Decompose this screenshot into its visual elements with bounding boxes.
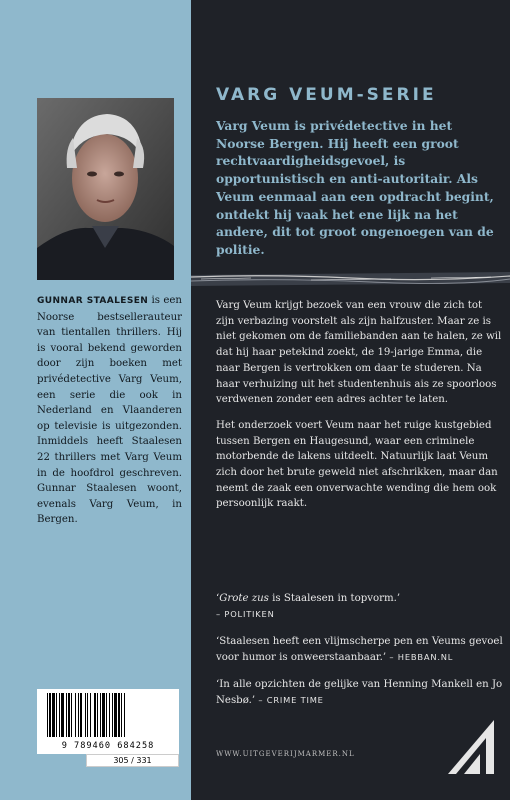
barcode-bar (106, 693, 107, 737)
barcode-bar (124, 693, 125, 737)
product-code: 305 / 331 (86, 754, 179, 767)
author-photo (37, 98, 174, 280)
barcode-bar (85, 693, 86, 737)
quote-item: ‘Staalesen heeft een vlijmscherpe pen en Veums gevoel voor humor is onweerstaanbaar.’ – HEBBAN.NL (216, 636, 503, 663)
press-quotes (216, 592, 506, 721)
quote-book-title: Grote zus (219, 593, 269, 604)
barcode-bar (100, 693, 101, 737)
quote-item: ‘Grote zus is Staalesen in topvorm.’ – POLITIKEN (216, 593, 401, 619)
barcode-bar (56, 693, 57, 737)
barcode-bar (66, 693, 67, 737)
barcode-bar (59, 693, 60, 737)
publisher-website: WWW.UITGEVERIJMARMER.NL (216, 750, 355, 758)
barcode-bar (78, 693, 79, 737)
barcode-bar (87, 693, 88, 737)
synopsis-paragraph: Het onderzoek voert Veum naar het ruige kustgebied tussen Bergen en Haugesund, waar een criminele motorbende de lakens uitdeelt. Natuurlijk laat Veum zich door het brute geweld niet afschrikken, maar dan neemt de zaak een onverwachte wending die hem ook persoonlijk raakt. (216, 419, 498, 510)
barcode-bar (75, 693, 76, 737)
synopsis-paragraph: Varg Veum krijgt bezoek van een vrouw die zich tot zijn verbazing voorstelt als zijn halfzuster. Maar ze is niet gekomen om de familiebanden aan te halen, ze wil dat hij haar petekind zoekt, de 19-jarige Emma, die naar Bergen is vertrokken om daar te studeren. Na haar verhuizing uit het studentenhuis ais ze spoorloos verdwenen zonder een adres achter te laten. (216, 300, 502, 406)
author-name: GUNNAR STAALESEN (37, 296, 149, 306)
barcode-bar (61, 693, 64, 737)
barcode-bar (114, 693, 117, 737)
barcode-bar (97, 693, 98, 737)
barcode-bar (80, 693, 82, 737)
left-panel (0, 0, 191, 800)
barcode-bar (49, 693, 51, 737)
barcode-bar (52, 693, 55, 737)
publisher-logo-icon (446, 718, 496, 776)
barcode-bar (90, 693, 91, 737)
quote-source: – HEBBAN.NL (389, 651, 454, 662)
series-intro: Varg Veum is privédetective in het Noorse Bergen. Hij heeft een groot rechtvaardigheidsgevoel, is opportunistisch en anti-autoritair. Als Veum eenmaal aan een opdracht begint, ontdekt hij vaak het ene lijk na het andere, dit tot groot ongenoegen van de politie. (216, 118, 494, 257)
barcode-bar (94, 693, 96, 737)
author-bio-text: is een Noorse bestsellerauteur van tientallen thrillers. Hij is vooral bekend geworden door zijn boeken met privédetective Varg Veum, een serie die ook in Nederland en Vlaanderen op televisie is uitgezonden. Inmiddels heeft Staalesen 22 thrillers met Varg Veum in de hoofdrol geschreven. Gunnar Staalesen woont, evenals Varg Veum, in Bergen. (37, 295, 182, 526)
barcode-bar (102, 693, 105, 737)
barcode-bar (121, 693, 122, 737)
isbn-barcode (37, 689, 179, 754)
quote-item: ‘In alle opzichten de gelijke van Henning Mankell en Jo Nesbø.’ – CRIME TIME (216, 679, 503, 706)
barcode-bar (109, 693, 110, 737)
scratch-divider (191, 266, 510, 292)
barcode-bar (68, 693, 70, 737)
author-bio (37, 293, 182, 528)
barcode-bar (47, 693, 48, 737)
barcode-bar (112, 693, 113, 737)
barcode-bar (118, 693, 120, 737)
quote-source: – POLITIKEN (216, 608, 275, 619)
synopsis (216, 298, 502, 522)
quote-source: – CRIME TIME (258, 694, 324, 705)
barcode-bar (71, 693, 72, 737)
series-title: VARG VEUM-SERIE (216, 85, 437, 105)
isbn-number: 9 789460 684258 (61, 741, 155, 751)
